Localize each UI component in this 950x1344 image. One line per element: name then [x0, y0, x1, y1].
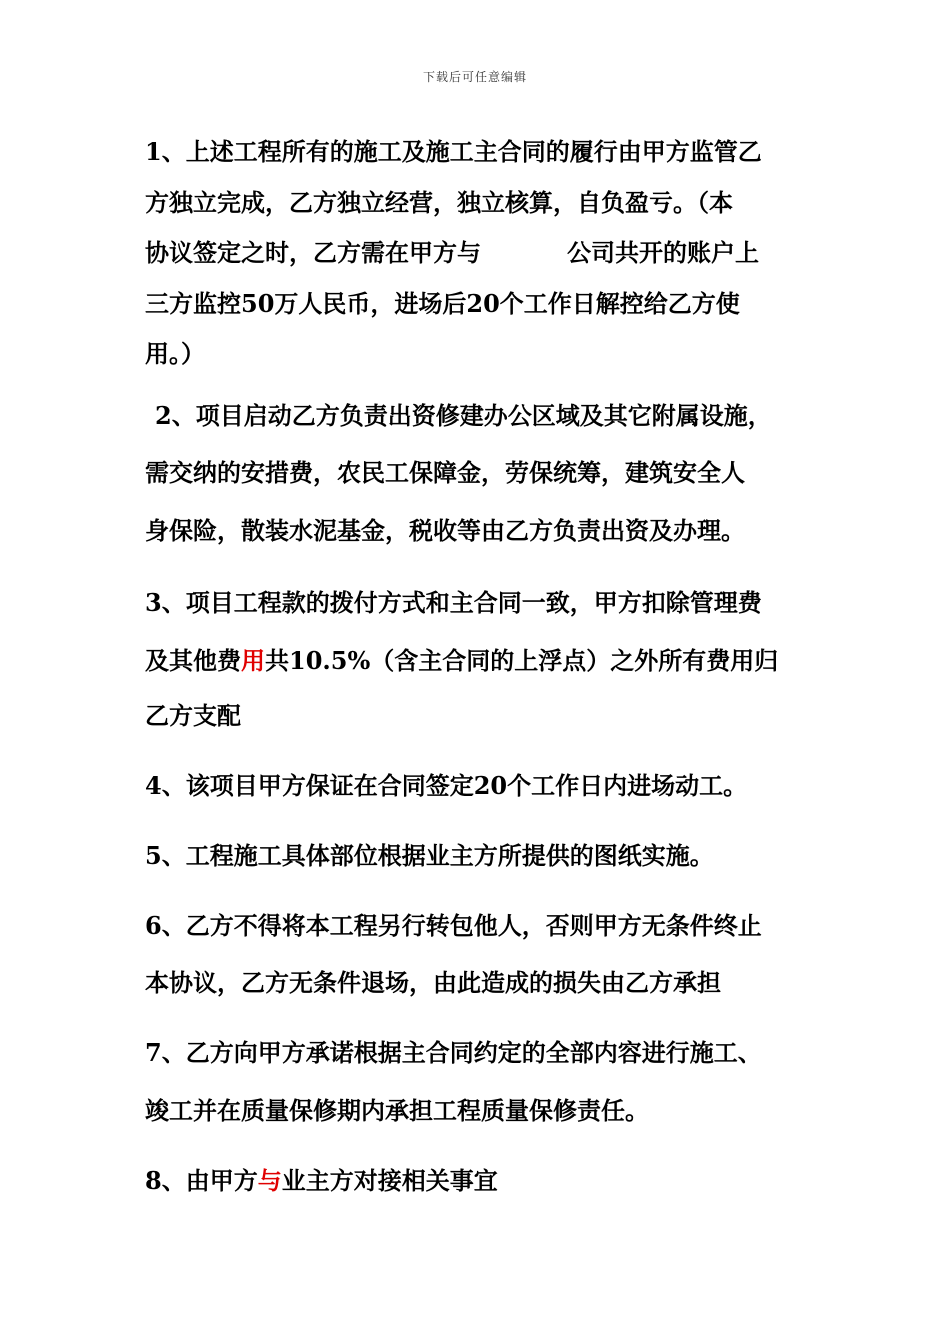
clause-1-line-5: 用。） [145, 339, 205, 368]
clause-3-line-2-part-a: 及其他费 [145, 646, 241, 675]
clause-2-line-1: 2、项目启动乙方负责出资修建办公区域及其它附属设施， [155, 401, 772, 430]
clause-2-line-3: 身保险，散装水泥基金，税收等由乙方负责出资及办理。 [145, 516, 745, 545]
clause-5: 5、工程施工具体部位根据业主方所提供的图纸实施。 [145, 841, 714, 870]
clause-2-line-2: 需交纳的安措费，农民工保障金，劳保统筹，建筑安全人 [145, 458, 745, 487]
clause-1-line-2: 方独立完成，乙方独立经营，独立核算，自负盈亏。（本 [145, 188, 733, 217]
clause-4: 4、该项目甲方保证在合同签定20个工作日内进场动工。 [145, 771, 748, 800]
header-note: 下载后可任意编辑 [422, 70, 527, 84]
clause-8-part-b: 业主方对接相关事宜 [281, 1166, 498, 1195]
clause-6-line-2: 本协议，乙方无条件退场，由此造成的损失由乙方承担 [145, 968, 721, 997]
clause-3-line-1: 3、项目工程款的拨付方式和主合同一致，甲方扣除管理费 [145, 588, 762, 617]
clause-6-line-1: 6、乙方不得将本工程另行转包他人，否则甲方无条件终止 [145, 911, 762, 940]
clause-3-line-3: 乙方支配 [145, 701, 241, 730]
clause-1-line-4: 三方监控50万人民币，进场后20个工作日解控给乙方使 [145, 289, 740, 318]
clause-1-line-3-part-b: 公司共开的账户上 [567, 238, 759, 267]
clause-3-line-2 [145, 646, 778, 676]
clause-8 [145, 1166, 498, 1196]
clause-7-line-1: 7、乙方向甲方承诺根据主合同约定的全部内容进行施工、 [145, 1038, 762, 1067]
highlighted-char-yu: 与 [257, 1166, 282, 1195]
clause-8-part-a: 8、由甲方 [145, 1166, 258, 1195]
clause-1-line-3 [145, 238, 759, 268]
clause-7-line-2: 竣工并在质量保修期内承担工程质量保修责任。 [145, 1096, 649, 1125]
highlighted-char-yong: 用 [241, 646, 265, 675]
clause-1-line-1: 1、上述工程所有的施工及施工主合同的履行由甲方监管乙 [145, 137, 762, 166]
clause-3-line-2-part-b: 共10.5%（含主合同的上浮点）之外所有费用归 [265, 646, 779, 675]
clause-1-line-3-part-a: 协议签定之时，乙方需在甲方与 [145, 238, 481, 267]
